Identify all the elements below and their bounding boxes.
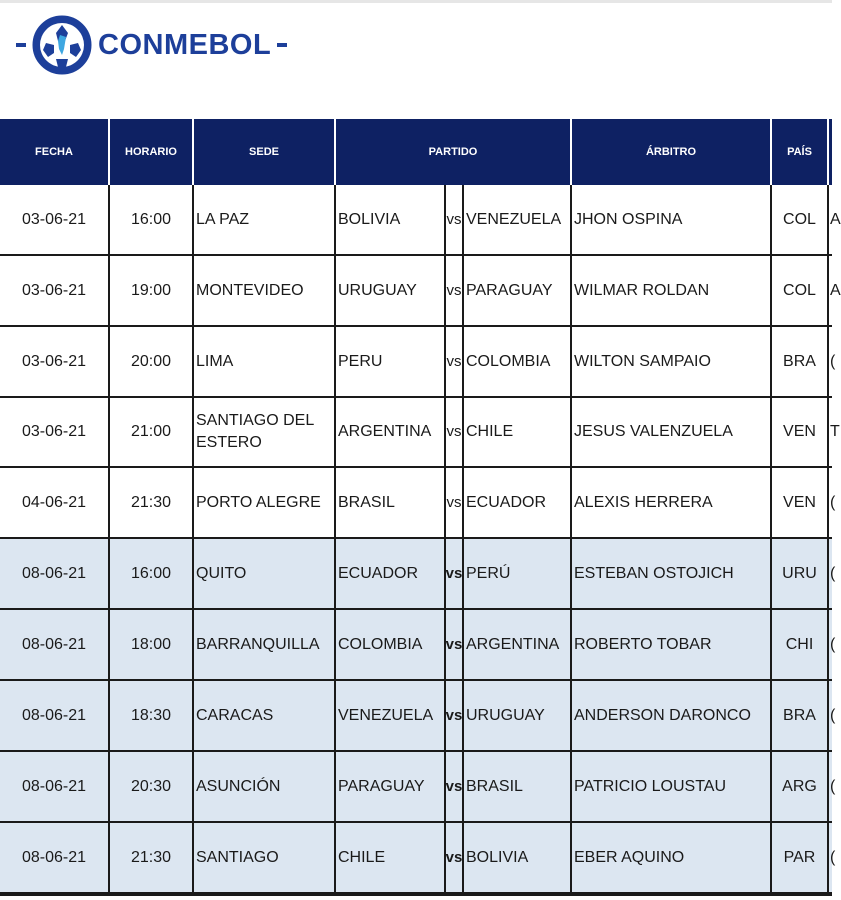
- table-row: [0, 185, 841, 256]
- cell-away-team: ECUADOR: [464, 468, 572, 537]
- soccer-ball-icon: [32, 15, 92, 75]
- cell-away-team: COLOMBIA: [464, 327, 572, 396]
- cell-vs: vs: [446, 610, 464, 679]
- cell-pais: COL: [772, 185, 829, 254]
- cell-arbitro: WILMAR ROLDAN: [572, 256, 772, 325]
- cell-pais: VEN: [772, 468, 829, 537]
- cell-vs: vs: [446, 398, 464, 466]
- cell-away-team: ARGENTINA: [464, 610, 572, 679]
- table-row: [0, 681, 836, 752]
- cell-fecha: 03-06-21: [0, 398, 110, 466]
- cell-vs: vs: [446, 539, 464, 608]
- table-row: [0, 398, 840, 468]
- cell-fecha: 08-06-21: [0, 681, 110, 750]
- cell-horario: 20:30: [110, 752, 194, 821]
- fixtures-table: [0, 119, 841, 894]
- cell-local-team: VENEZUELA: [336, 681, 446, 750]
- cell-horario: 18:30: [110, 681, 194, 750]
- cell-fecha: 03-06-21: [0, 327, 110, 396]
- cell-horario: 21:30: [110, 468, 194, 537]
- table-row: [0, 468, 836, 539]
- cell-fecha: 03-06-21: [0, 185, 110, 254]
- conmebol-logo: [10, 12, 293, 78]
- col-header-extra: [829, 119, 832, 185]
- cell-extra: T: [830, 423, 840, 440]
- cell-fecha: 03-06-21: [0, 256, 110, 325]
- cell-vs: vs: [446, 681, 464, 750]
- cell-arbitro: EBER AQUINO: [572, 823, 772, 892]
- cell-horario: 18:00: [110, 610, 194, 679]
- cell-local-team: URUGUAY: [336, 256, 446, 325]
- cell-horario: 21:30: [110, 823, 194, 892]
- cell-sede: PORTO ALEGRE: [194, 468, 336, 537]
- cell-vs: vs: [446, 327, 464, 396]
- logo-dash-left: [16, 43, 26, 47]
- cell-extra: (: [830, 777, 836, 795]
- cell-horario: 16:00: [110, 185, 194, 254]
- cell-extra: A: [830, 281, 841, 299]
- cell-sede: LIMA: [194, 327, 336, 396]
- cell-horario: 19:00: [110, 256, 194, 325]
- cell-arbitro: WILTON SAMPAIO: [572, 327, 772, 396]
- cell-sede: SANTIAGO: [194, 823, 336, 892]
- col-header-pais: PAÍS: [772, 119, 829, 185]
- col-header-sede: SEDE: [194, 119, 336, 185]
- cell-arbitro: ALEXIS HERRERA: [572, 468, 772, 537]
- brand-name: CONMEBOL: [98, 28, 272, 61]
- cell-extra: (: [830, 706, 836, 724]
- cell-pais: BRA: [772, 327, 829, 396]
- logo-dash-right: [277, 43, 287, 47]
- cell-away-team: BRASIL: [464, 752, 572, 821]
- cell-local-team: COLOMBIA: [336, 610, 446, 679]
- cell-pais: COL: [772, 256, 829, 325]
- cell-arbitro: JESUS VALENZUELA: [572, 398, 772, 466]
- cell-sede: CARACAS: [194, 681, 336, 750]
- col-header-horario: HORARIO: [110, 119, 194, 185]
- cell-local-team: BOLIVIA: [336, 185, 446, 254]
- cell-local-team: PARAGUAY: [336, 752, 446, 821]
- cell-sede: MONTEVIDEO: [194, 256, 336, 325]
- cell-horario: 20:00: [110, 327, 194, 396]
- cell-vs: vs: [446, 468, 464, 537]
- top-border: [0, 0, 832, 3]
- cell-pais: VEN: [772, 398, 829, 466]
- cell-sede: SANTIAGO DEL ESTERO: [194, 398, 336, 466]
- cell-extra: (: [830, 564, 836, 582]
- cell-away-team: CHILE: [464, 398, 572, 466]
- cell-local-team: PERU: [336, 327, 446, 396]
- cell-away-team: URUGUAY: [464, 681, 572, 750]
- cell-sede: LA PAZ: [194, 185, 336, 254]
- cell-fecha: 04-06-21: [0, 468, 110, 537]
- cell-extra: A: [830, 210, 841, 228]
- cell-pais: CHI: [772, 610, 829, 679]
- table-row: [0, 539, 836, 610]
- cell-local-team: CHILE: [336, 823, 446, 892]
- cell-vs: vs: [446, 752, 464, 821]
- cell-fecha: 08-06-21: [0, 823, 110, 892]
- cell-away-team: PARAGUAY: [464, 256, 572, 325]
- table-row: [0, 752, 836, 823]
- cell-vs: vs: [446, 823, 464, 892]
- table-row: [0, 256, 841, 327]
- cell-pais: URU: [772, 539, 829, 608]
- table-bottom-border: [0, 894, 832, 896]
- cell-sede: BARRANQUILLA: [194, 610, 336, 679]
- cell-arbitro: ANDERSON DARONCO: [572, 681, 772, 750]
- cell-pais: PAR: [772, 823, 829, 892]
- cell-extra: (: [830, 635, 836, 653]
- table-row: [0, 327, 836, 398]
- cell-pais: BRA: [772, 681, 829, 750]
- cell-arbitro: ESTEBAN OSTOJICH: [572, 539, 772, 608]
- cell-away-team: BOLIVIA: [464, 823, 572, 892]
- cell-horario: 21:00: [110, 398, 194, 466]
- cell-fecha: 08-06-21: [0, 539, 110, 608]
- col-header-arbitro: ÁRBITRO: [572, 119, 772, 185]
- cell-fecha: 08-06-21: [0, 610, 110, 679]
- table-row: [0, 823, 836, 894]
- cell-away-team: VENEZUELA: [464, 185, 572, 254]
- col-header-partido: PARTIDO: [336, 119, 572, 185]
- cell-extra: (: [830, 493, 836, 511]
- cell-vs: vs: [446, 185, 464, 254]
- cell-arbitro: PATRICIO LOUSTAU: [572, 752, 772, 821]
- cell-local-team: BRASIL: [336, 468, 446, 537]
- cell-local-team: ECUADOR: [336, 539, 446, 608]
- cell-horario: 16:00: [110, 539, 194, 608]
- table-header: [0, 119, 832, 185]
- cell-fecha: 08-06-21: [0, 752, 110, 821]
- cell-pais: ARG: [772, 752, 829, 821]
- cell-vs: vs: [446, 256, 464, 325]
- cell-arbitro: ROBERTO TOBAR: [572, 610, 772, 679]
- cell-away-team: PERÚ: [464, 539, 572, 608]
- col-header-fecha: FECHA: [0, 119, 110, 185]
- cell-extra: (: [830, 848, 836, 866]
- cell-sede: QUITO: [194, 539, 336, 608]
- cell-extra: (: [830, 352, 836, 370]
- cell-arbitro: JHON OSPINA: [572, 185, 772, 254]
- cell-sede: ASUNCIÓN: [194, 752, 336, 821]
- table-row: [0, 610, 836, 681]
- cell-local-team: ARGENTINA: [336, 398, 446, 466]
